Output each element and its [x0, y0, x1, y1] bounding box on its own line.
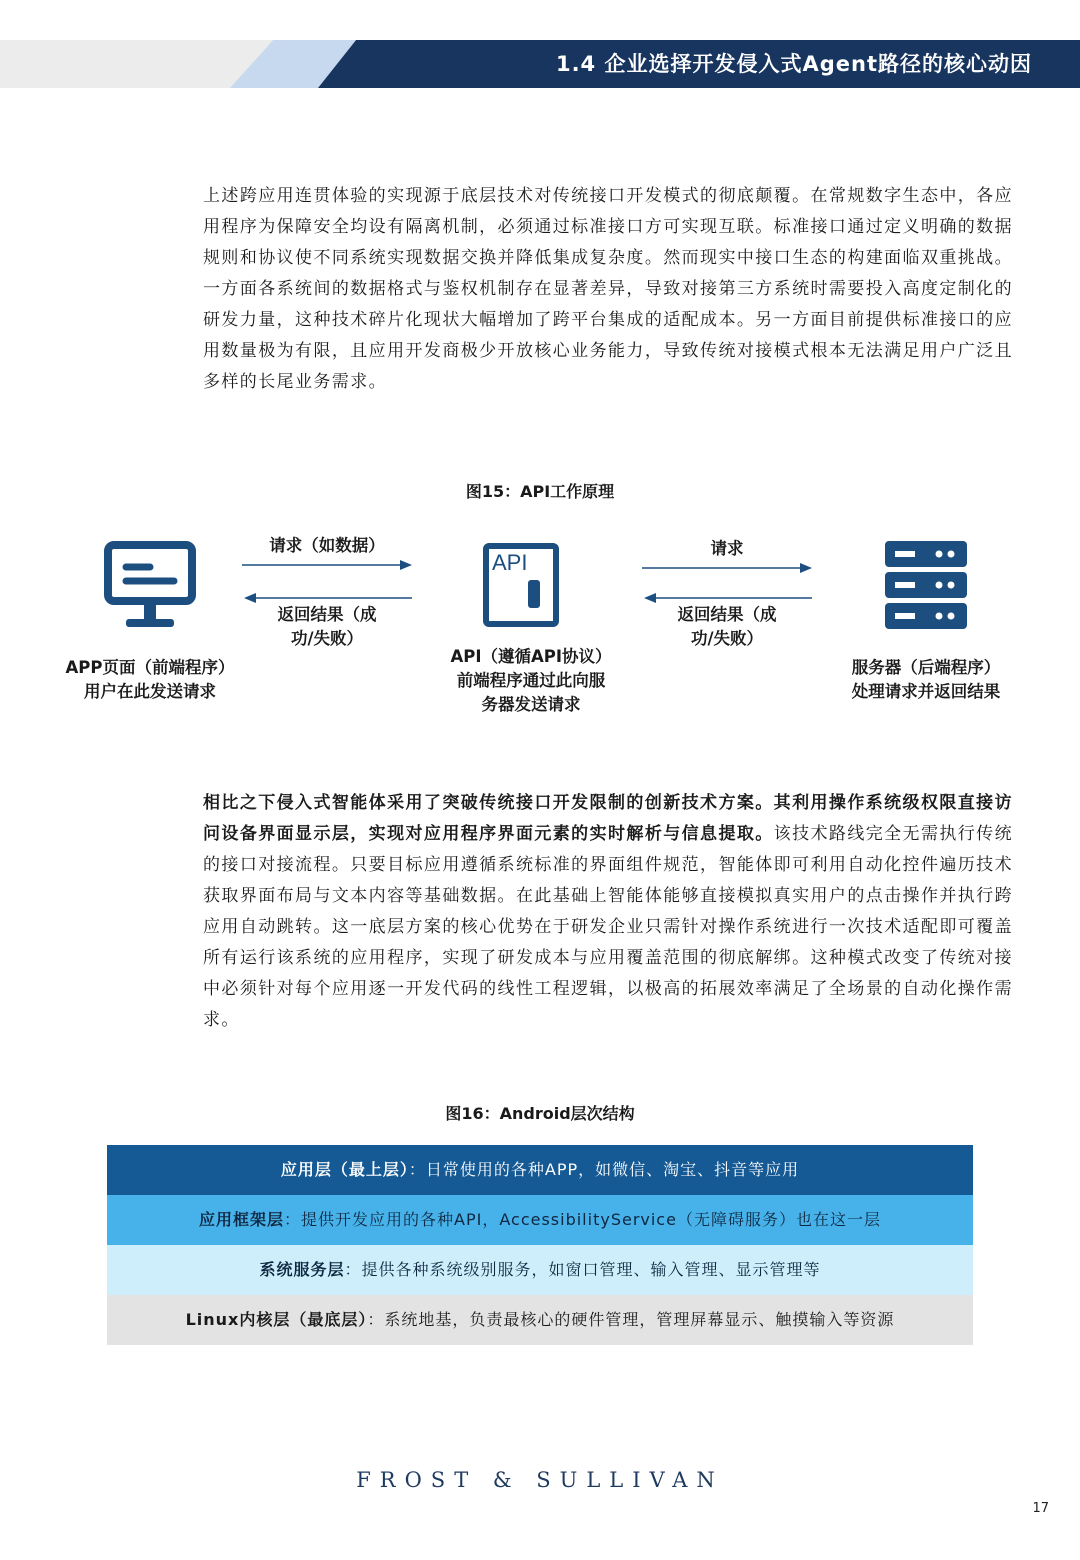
left-return-line1: 返回结果（成	[277, 605, 377, 624]
frost-sullivan-logo: FROST & SULLIVAN	[356, 1468, 724, 1492]
api-icon-text: API	[492, 550, 528, 575]
right-return-line2: 功/失败）	[690, 629, 764, 648]
right-return-line1: 返回结果（成	[677, 605, 777, 624]
page-number: 17	[1032, 1501, 1049, 1516]
paragraph-invasive-agent	[203, 788, 1013, 1036]
right-request-arrow	[642, 562, 814, 574]
android-layer-stack	[107, 1145, 973, 1345]
layer-linux-kernel-desc: ：系统地基，负责最核心的硬件管理，管理屏幕显示、触摸输入等资源	[367, 1310, 895, 1329]
layer-framework-desc: ：提供开发应用的各种API，AccessibilityService（无障碍服务）也在这一层	[284, 1210, 881, 1229]
left-return-label	[242, 603, 412, 651]
layer-app-desc: ：日常使用的各种APP，如微信、淘宝、抖音等应用	[408, 1160, 800, 1179]
layer-linux-kernel	[107, 1295, 973, 1345]
header-banner	[0, 40, 1080, 88]
right-return-label	[642, 603, 812, 651]
api-caption-line3: 务器发送请求	[481, 695, 581, 714]
monitor-icon	[104, 541, 196, 631]
figure-15-title: 图15：API工作原理	[465, 482, 615, 501]
left-request-label: 请求（如数据）	[269, 536, 385, 555]
app-caption-line2: 用户在此发送请求	[84, 682, 216, 701]
left-return-line2: 功/失败）	[290, 629, 364, 648]
app-caption	[50, 656, 250, 704]
layer-system-services-name: 系统服务层	[259, 1260, 345, 1279]
server-caption-line1: 服务器（后端程序）	[851, 658, 1001, 677]
server-icon	[885, 541, 967, 629]
paragraph-2-rest: 该技术路线完全无需执行传统的接口对接流程。只要目标应用遵循系统标准的界面组件规范，智能体即可利用自动化控件遍历技术获取界面布局与文本内容等基础数据。在此基础上智能体能够直接模拟真实用户的点击操作并执行跨应用自动跳转。这一底层方案的核心优势在于研发企业只需针对操作系统进行一次技术适配即可覆盖所有运行该系统的应用程序，实现了研发成本与应用覆盖范围的彻底解绑。这种模式改变了传统对接中必须针对每个应用逐一开发代码的线性工程逻辑，以极高的拓展效率满足了全场景的自动化操作需求。	[203, 824, 1013, 1030]
left-request-arrow	[242, 559, 414, 571]
api-caption-line2: 前端程序通过此向服	[456, 671, 606, 690]
layer-system-services	[107, 1245, 973, 1295]
figure-16-title: 图16：Android层次结构	[445, 1104, 635, 1123]
layer-app	[107, 1145, 973, 1195]
layer-framework	[107, 1195, 973, 1245]
api-caption	[426, 645, 636, 717]
layer-app-name: 应用层（最上层）	[280, 1160, 409, 1179]
layer-linux-kernel-name: Linux内核层（最底层）	[185, 1310, 368, 1329]
section-title: 1.4 企业选择开发侵入式Agent路径的核心动因	[555, 52, 1032, 76]
layer-system-services-desc: ：提供各种系统级别服务，如窗口管理、输入管理、显示管理等	[344, 1260, 821, 1279]
api-caption-line1: API（遵循API协议）	[450, 647, 612, 666]
paragraph-2-bold: 相比之下侵入式智能体采用了突破传统接口开发限制的创新技术方案。其利用操作系统级权限直接访问设备界面显示层，实现对应用程序界面元素的实时解析与信息提取。	[203, 793, 1013, 844]
server-caption-line2: 处理请求并返回结果	[851, 682, 1001, 701]
app-caption-line1: APP页面（前端程序）	[65, 658, 235, 677]
right-request-label: 请求	[710, 539, 744, 558]
server-caption	[826, 656, 1026, 704]
paragraph-intro: 上述跨应用连贯体验的实现源于底层技术对传统接口开发模式的彻底颠覆。在常规数字生态中，各应用程序为保障安全均设有隔离机制，必须通过标准接口方可实现互联。标准接口通过定义明确的数据规则和协议使不同系统实现数据交换并降低集成复杂度。然而现实中接口生态的构建面临双重挑战。一方面各系统间的数据格式与鉴权机制存在显著差异，导致对接第三方系统时需要投入高度定制化的研发力量，这种技术碎片化现状大幅增加了跨平台集成的适配成本。另一方面目前提供标准接口的应用数量极为有限，且应用开发商极少开放核心业务能力，导致传统对接模式根本无法满足用户广泛且多样的长尾业务需求。	[203, 186, 1013, 392]
layer-framework-name: 应用框架层	[199, 1210, 285, 1229]
api-icon	[482, 542, 560, 628]
